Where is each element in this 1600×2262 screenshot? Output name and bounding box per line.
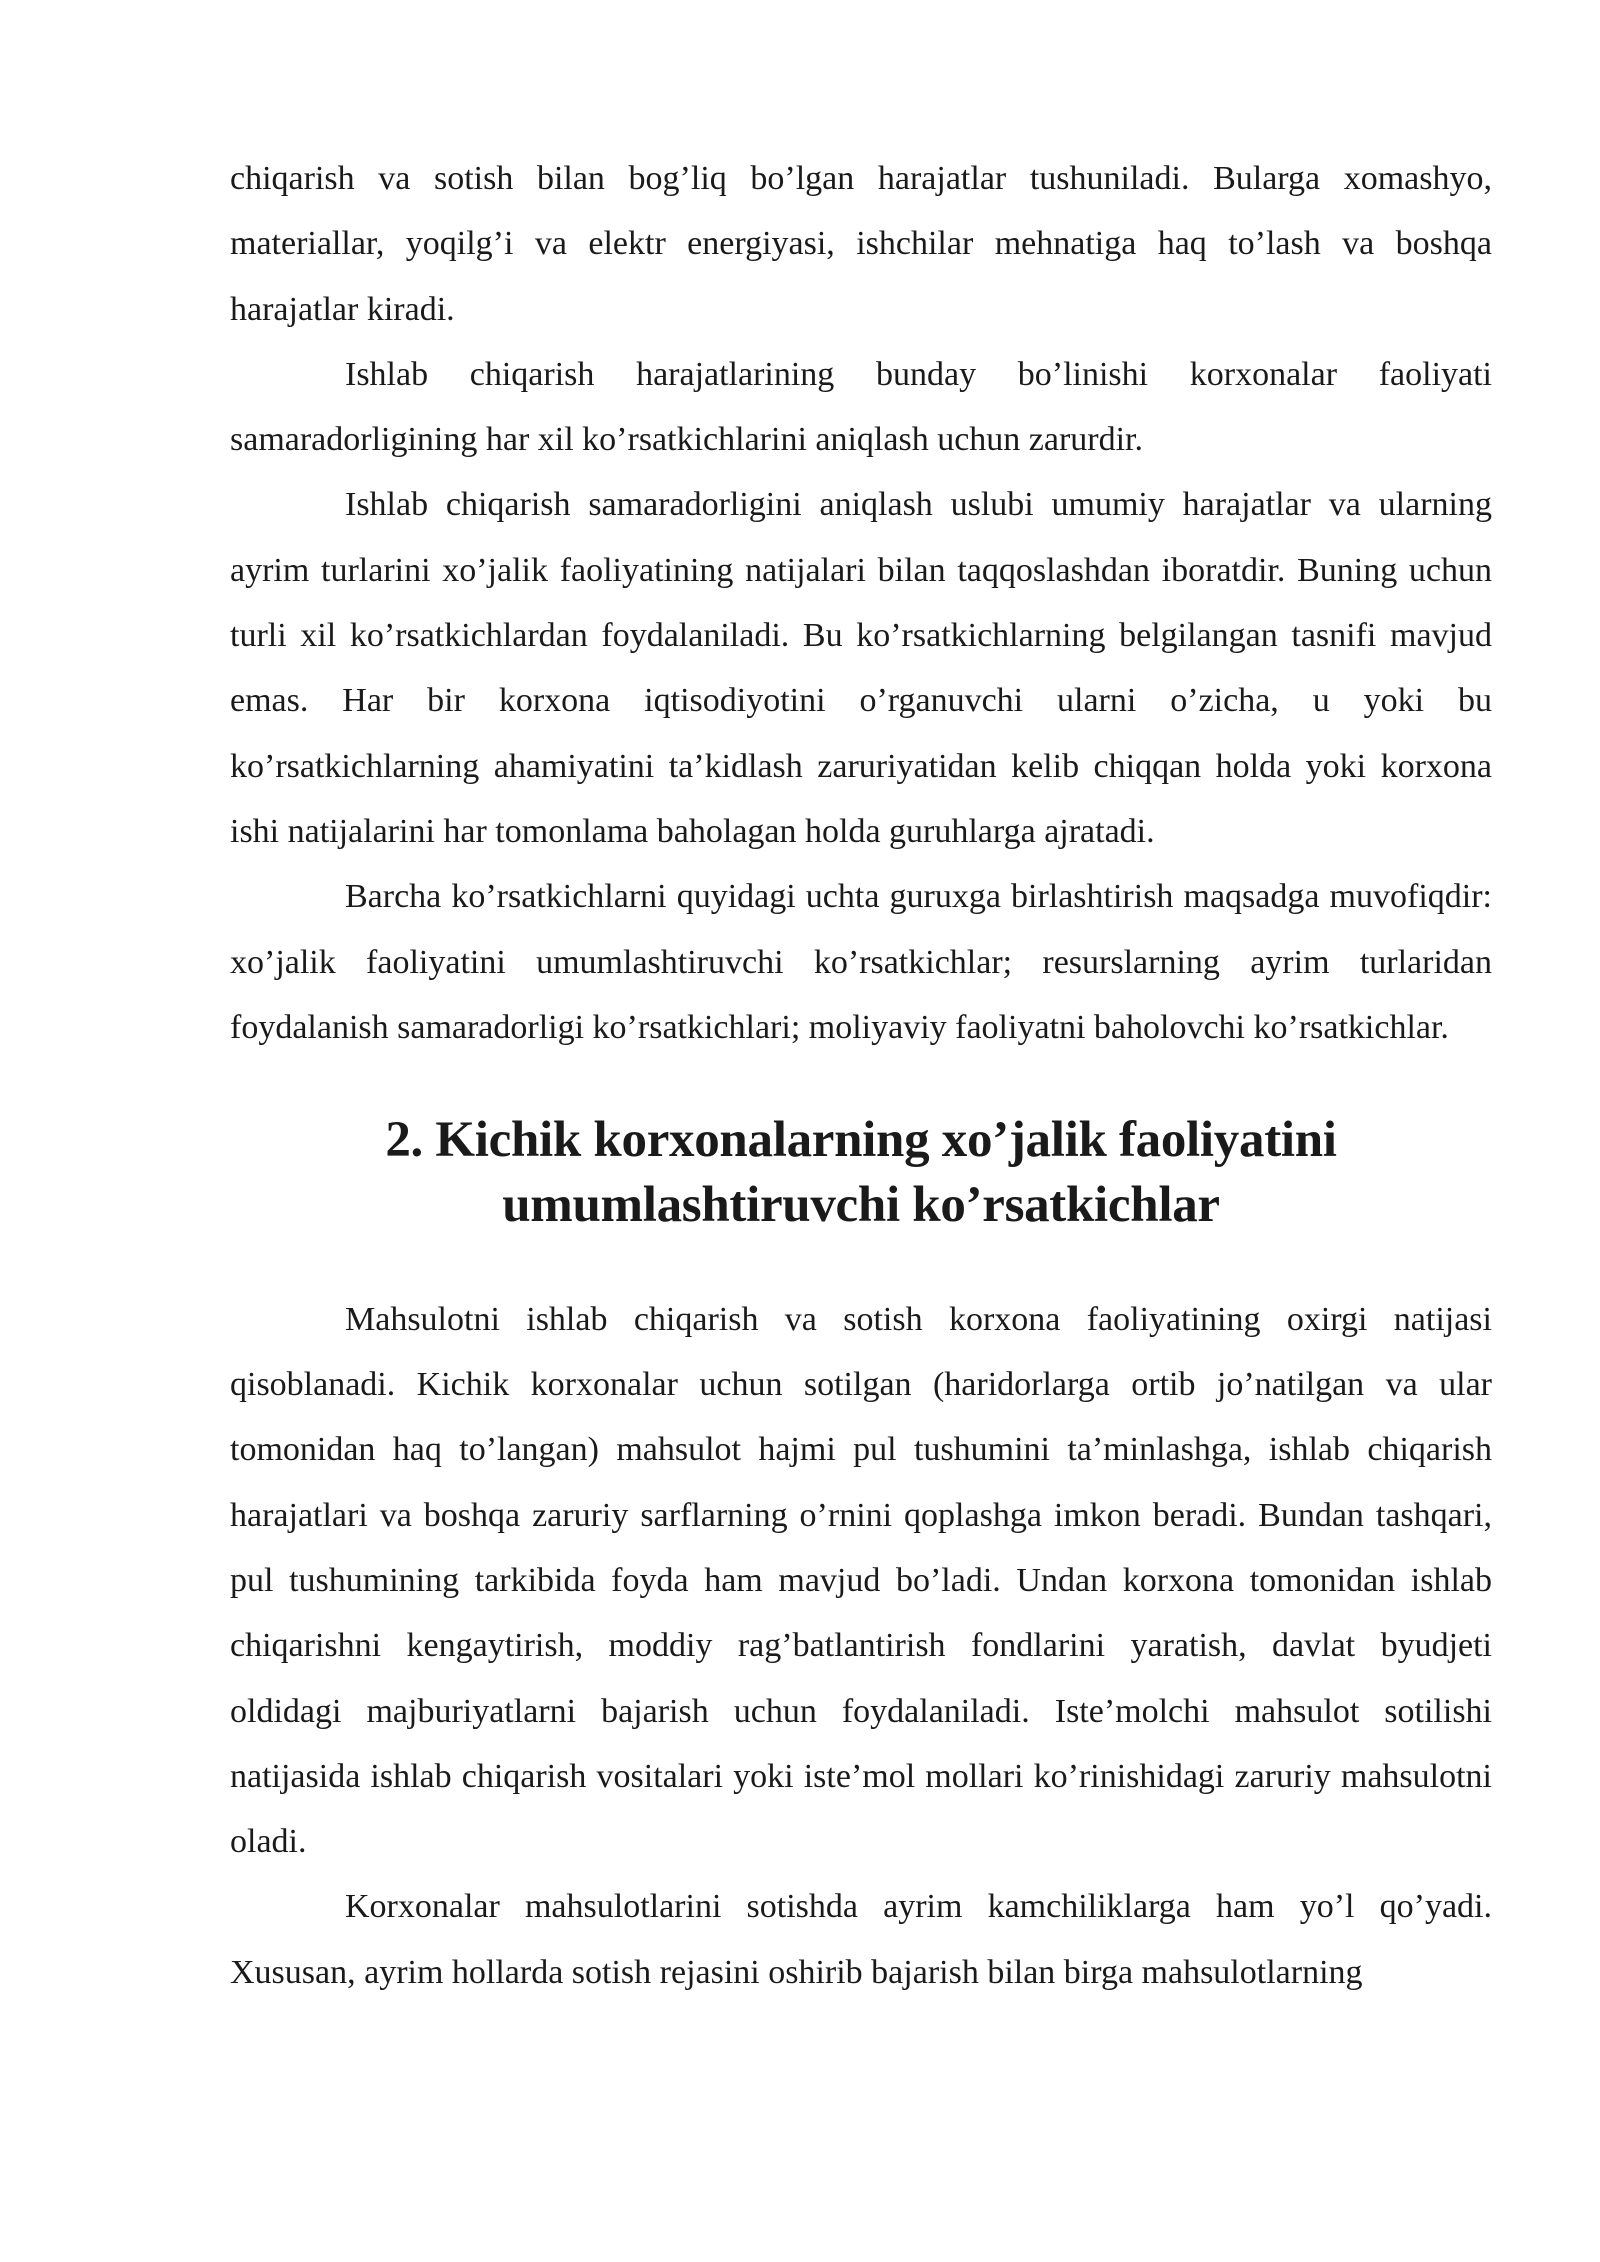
paragraph-sales-shortcomings: Korxonalar mahsulotlarini sotishda ayrim kamchiliklarga ham yo’l qo’yadi. Xususan, ayrim hollarda sotish rejasini oshirib bajarish bilan birga mahsulotlarning: [230, 1888, 1492, 1991]
paragraph-efficiency-method: Ishlab chiqarish samaradorligini aniqlash uslubi umumiy harajatlar va ularning ayrim turlarini xo’jalik faoliyatining natijalari bilan taqqoslashdan iboratdir. Buning uchun turli xil ko’rsatkichlardan foydalaniladi. Bu ko’rsatkichlarning belgilangan tasnifi mavjud emas. Har bir korxona iqtisodiyotini o’rganuvchi ularni o’zicha, u yoki bu ko’rsatkichlarning ahamiyatini ta’kidlash zaruriyatidan kelib chiqqan holda yoki korxona ishi natijalarini har tomonlama baholagan holda guruhlarga ajratadi.: [230, 486, 1492, 850]
document-page: [230, 146, 1492, 2005]
paragraph-cost-division: Ishlab chiqarish harajatlarining bunday bo’linishi korxonalar faoliyati samaradorligining har xil ko’rsatkichlarini aniqlash uchun zarurdir.: [230, 355, 1492, 459]
paragraph-product-sales: Mahsulotni ishlab chiqarish va sotish korxona faoliyatining oxirgi natijasi qisoblanadi. Kichik korxonalar uchun sotilgan (haridorlarga ortib jo’natilgan va ular tomonidan haq to’langan) mahsulot hajmi pul tushumini ta’minlashga, ishlab chiqarish harajatlari va boshqa zaruriy sarflarning o’rnini qoplashga imkon beradi. Bundan tashqari, pul tushumining tarkibida foyda ham mavjud bo’ladi. Undan korxona tomonidan ishlab chiqarishni kengaytirish, moddiy rag’batlantirish fondlarini yaratish, davlat byudjeti oldidagi majburiyatlarni bajarish uchun foydalaniladi. Iste’molchi mahsulot sotilishi natijasida ishlab chiqarish vositalari yoki iste’mol mollari ko’rinishidagi zaruriy mahsulotni oladi.: [230, 1300, 1492, 1861]
section-heading: 2. Kichik korxonalarning xo’jalik faoliyatini umumlashtiruvchi ko’rsatkichlar: [385, 1112, 1337, 1234]
paragraph-indicator-groups: Barcha ko’rsatkichlarni quyidagi uchta guruxga birlashtirish maqsadga muvofiqdir: xo’jalik faoliyatini umumlashtiruvchi ko’rsatkichlar; resurslarning ayrim turlaridan foydalanish samaradorligi ko’rsatkichlari; moliyaviy faoliyatni baholovchi ko’rsatkichlar.: [230, 878, 1492, 1046]
paragraph-continuation: chiqarish va sotish bilan bog’liq bo’lgan harajatlar tushuniladi. Bularga xomashyo, materiallar, yoqilg’i va elektr energiyasi, ishchilar mehnatiga haq to’lash va boshqa harajatlar kiradi.: [230, 160, 1492, 328]
